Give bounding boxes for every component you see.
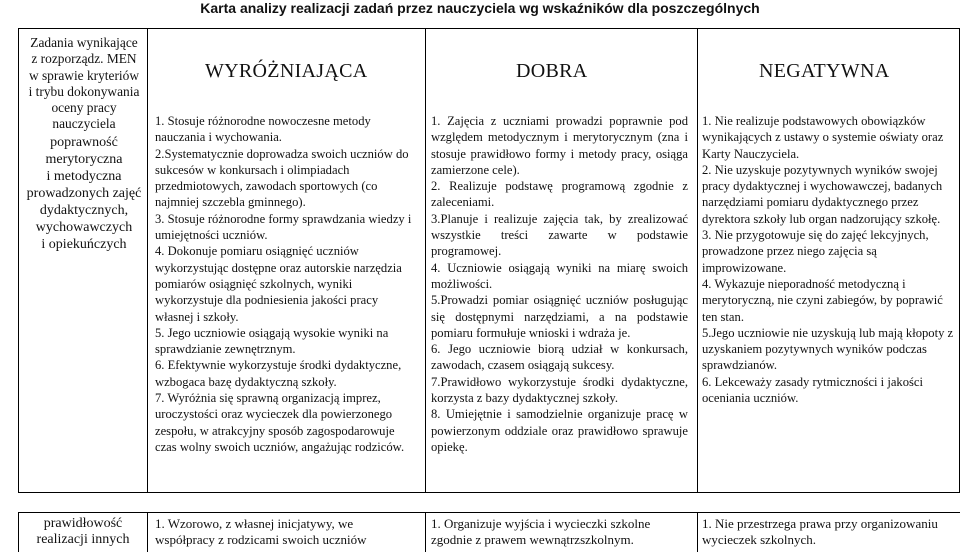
criterion-source-line: Zadania wynikające	[30, 35, 138, 50]
list-item: 1. Nie realizuje podstawowych obowiązków wynikających z ustawy o systemie oświaty oraz Karty Nauczyciela.	[702, 114, 944, 161]
list-item: 6. Lekceważy zasady rytmiczności i jakości oceniania uczniów.	[702, 374, 923, 406]
list-item: 1. Stosuje różnorodne nowoczesne metody nauczania i wychowania.	[155, 114, 371, 145]
criterion-line: i metodyczna	[46, 168, 122, 184]
bottom-wyrozniajaca-cell	[155, 516, 417, 548]
list-item: 4. Wykazuje nieporadność metodyczną i merytoryczną, nie czyni zabiegów, by poprawić ten stan.	[702, 276, 943, 324]
criterion-line: i opiekuńczych	[41, 236, 127, 252]
column-divider	[425, 513, 426, 552]
list-item: 5.Jego uczniowie nie uzyskują lub mają kłopoty z uzyskaniem pozytywnych wyników podczas sprawdzianów.	[702, 325, 954, 373]
cell-line: wycieczek szkolnych.	[702, 532, 817, 547]
criterion-source-line: w sprawie kryteriów	[28, 67, 140, 83]
list-item: 3.Planuje i realizuje zajęcia tak, by zrealizować wszystkie treści zawarte w podstawie programowej.	[431, 211, 688, 259]
cell-line: 1. Organizuje wyjścia i wycieczki szkolne	[431, 516, 651, 531]
criterion-line: poprawność	[50, 134, 118, 150]
page-title: Karta analizy realizacji zadań przez nauczyciela wg wskaźników dla poszczególnych	[200, 0, 760, 16]
bottom-negatywna-cell	[702, 516, 957, 548]
criterion-source-line: i trybu dokonywania	[28, 83, 140, 99]
bottom-table-row	[18, 512, 960, 552]
cell-line: zgodnie z prawem wewnątrzszkolnym.	[431, 532, 634, 547]
list-item: 7. Wyróżnia się sprawną organizacją imprez, uroczystości oraz wycieczek dla powierzonego zespołu, w atrakcyjny sposób zagospodarowuje czas wolny swoich uczniów, angażując rodziców.	[155, 391, 405, 454]
criterion-line: merytoryczna	[45, 151, 123, 167]
criterion-source-line: z rozporządz. MEN	[31, 51, 137, 67]
criterion-line: realizacji innych	[36, 532, 130, 547]
criteria-table	[18, 28, 960, 493]
list-item: 2. Realizuje podstawę programową zgodnie z zaleceniami.	[431, 179, 688, 210]
list-item: 6. Jego uczniowie biorą udział w konkursach, zawodach, czasem osiągają sukcesy.	[431, 342, 688, 373]
list-item: 3. Nie przygotowuje się do zajęć lekcyjnych, prowadzone przez niego zajęcia są improwizowane.	[702, 228, 929, 275]
column-divider	[147, 513, 148, 552]
criterion-line: prawidłowość	[43, 516, 123, 531]
criterion-line: wychowawczych	[35, 219, 133, 235]
list-item: 4. Uczniowie osiągają wyniki na miarę swoich możliwości.	[431, 260, 688, 291]
header-wyrozniajaca: WYRÓŻNIAJĄCA	[205, 60, 368, 82]
list-item: 1. Zajęcia z uczniami prowadzi poprawnie pod względem metodycznym i merytorycznym (zna i stosuje prawidłowo formy i metody pracy, osiąga zamierzone cele).	[431, 114, 688, 177]
cell-line: współpracy z rodzicami swoich uczniów	[155, 532, 367, 547]
criterion-line: dydaktycznych,	[39, 202, 129, 218]
column-divider	[425, 29, 426, 492]
list-item: 5. Jego uczniowie osiągają wysokie wyniki na sprawdzianie zewnętrznym.	[155, 325, 389, 357]
cell-line: 1. Wzorowo, z własnej inicjatywy, we	[155, 516, 354, 531]
list-item: 3. Stosuje różnorodne formy sprawdzania wiedzy i umiejętności uczniów.	[155, 211, 412, 243]
header-negatywna: NEGATYWNA	[759, 60, 890, 82]
list-item: 2. Nie uzyskuje pozytywnych wyników swojej pracy dydaktycznej i wychowawczej, badanych narzędziami pomiaru dydaktycznego przez dyrektora szkoły lub organ nadzorujący szkołę.	[702, 162, 943, 226]
criterion-source-line: oceny pracy nauczyciela	[51, 100, 117, 132]
negatywna-items	[702, 113, 954, 406]
list-item: 8. Umiejętnie i samodzielnie organizuje pracę w powierzonym oddziale oraz prawidłowo sprawuje opiekę.	[431, 407, 688, 454]
header-dobra: DOBRA	[516, 60, 588, 82]
dobra-items	[431, 113, 688, 455]
bottom-criterion-cell	[19, 516, 147, 548]
criterion-line: prowadzonych zajęć	[26, 185, 142, 201]
column-divider	[697, 29, 698, 492]
list-item: 7.Prawidłowo wykorzystuje środki dydaktyczne, korzysta z bazy dydaktycznej szkoły.	[431, 374, 688, 406]
column-divider	[697, 513, 698, 552]
list-item: 4. Dokonuje pomiaru osiągnięć uczniów wykorzystując dostępne oraz autorskie narzędzia pomiarów osiągnięć szkolnych, wyniki wykorzystuje dla podniesienia jakości pracy własnej i szkoły.	[155, 244, 402, 324]
cell-line: 1. Nie przestrzega prawa przy organizowaniu	[702, 516, 938, 531]
list-item: 6. Efektywnie wykorzystuje środki dydaktyczne, wzbogaca bazę dydaktyczną szkoły.	[155, 358, 402, 389]
list-item: 2.Systematycznie doprowadza swoich uczniów do sukcesów w konkursach i olimpiadach przedmiotowych, zawodach sportowych (co najmniej szczebla gminnego).	[155, 146, 409, 210]
wyrozniajaca-items	[155, 113, 415, 455]
bottom-dobra-cell	[431, 516, 691, 548]
criterion-cell	[20, 35, 148, 253]
list-item: 5.Prowadzi pomiar osiągnięć uczniów posługując się dostępnymi narzędziami, a na podstawie pomiaru formułuje wnioski i wdraża je.	[431, 293, 688, 340]
